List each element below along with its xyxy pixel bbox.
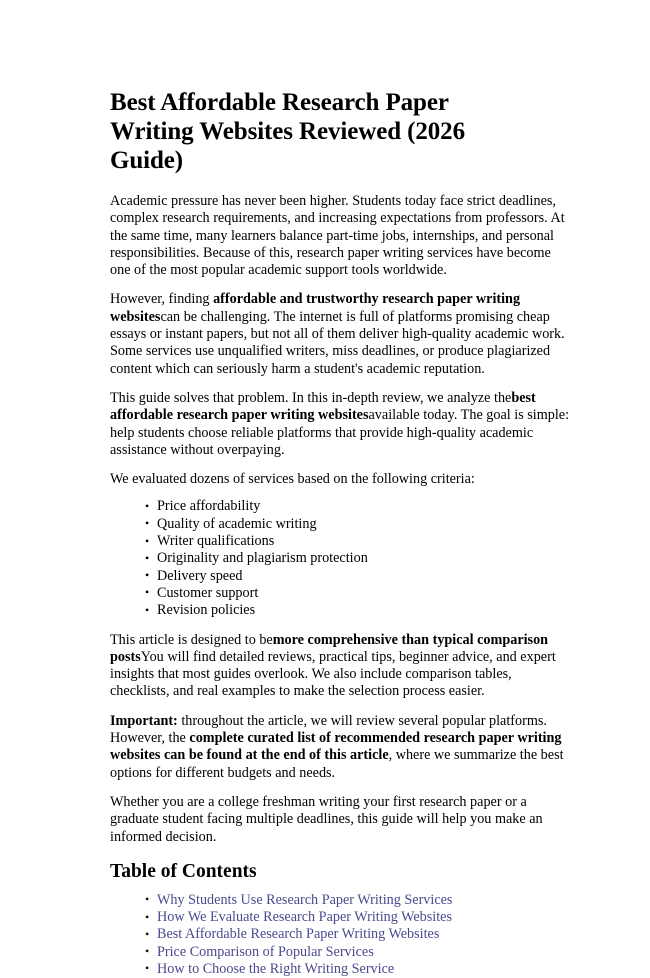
list-item[interactable] xyxy=(147,926,570,943)
list-item: • Revision policies xyxy=(147,602,570,619)
paragraph-guide-rest: available today. The goal is simple: help students choose reliable platforms that provide high-quality academic assistance without overpaying. xyxy=(110,407,570,458)
list-item: • Customer support xyxy=(147,585,570,602)
paragraph-guide-lead: This guide solves that problem. In this in-depth review, we analyze the xyxy=(110,389,512,406)
table-of-contents-list xyxy=(110,892,570,978)
paragraph-comprehensive-emphasis: more comprehensive than typical comparison posts xyxy=(110,631,549,665)
paragraph-challenge-emphasis: affordable and trustworthy research paper writing websites xyxy=(110,291,521,325)
list-item: • Writer qualifications xyxy=(147,533,570,550)
list-item: • Quality of academic writing xyxy=(147,516,570,533)
paragraph-challenge-rest: can be challenging. The internet is full of platforms promising cheap essays or instant papers, but not all of them deliver high-quality academic work. Some services use unqualified writers, miss deadlines, or produce plagiarized content which can seriously harm a student's academic reputation. xyxy=(110,308,565,377)
intro-paragraph: Academic pressure has never been higher. Students today face strict deadlines, complex research requirements, and increasing expectations from professors. At the same time, many learners balance part-time jobs, internships, and personal responsibilities. Because of this, research paper writing services have become one of the most popular academic support tools worldwide. xyxy=(110,193,565,279)
paragraph-comprehensive xyxy=(110,632,572,701)
paragraph-challenge-lead: However, finding xyxy=(110,291,214,308)
list-item: • Delivery speed xyxy=(147,568,570,585)
paragraph-guide-emphasis: best affordable research paper writing websites xyxy=(110,389,536,424)
paragraph-closing: Whether you are a college freshman writing your first research paper or a graduate student facing multiple deadlines, this guide will help you make an informed decision. xyxy=(110,793,543,845)
list-item[interactable] xyxy=(147,909,570,926)
paragraph-comprehensive-rest: You will find detailed reviews, practical tips, beginner advice, and expert insights that most guides overlook. We also include comparison tables, checklists, and real examples to make the selection process easier. xyxy=(110,648,556,700)
table-of-contents-heading: Table of Contents xyxy=(110,860,257,882)
paragraph-important xyxy=(110,713,572,782)
toc-link[interactable]: How We Evaluate Research Paper Writing Websites xyxy=(157,909,452,926)
paragraph-challenge xyxy=(110,291,572,377)
list-item: • Originality and plagiarism protection xyxy=(147,550,570,567)
toc-link[interactable]: Price Comparison of Popular Services xyxy=(157,943,374,960)
page-title: Best Affordable Research Paper Writing Websites Reviewed (2026 Guide) xyxy=(110,89,465,174)
toc-link[interactable]: Best Affordable Research Paper Writing Websites xyxy=(157,926,440,943)
criteria-list xyxy=(110,498,570,619)
paragraph-guide-purpose xyxy=(110,390,572,459)
paragraph-important-emphasis: complete curated list of recommended research paper writing websites can be found at the end of this article xyxy=(110,730,562,764)
toc-link[interactable]: Why Students Use Research Paper Writing Services xyxy=(157,891,453,908)
toc-link[interactable]: How to Choose the Right Writing Service xyxy=(157,960,395,977)
list-item[interactable] xyxy=(147,892,570,909)
paragraph-comprehensive-lead: This article is designed to be xyxy=(110,631,273,648)
list-item: • Price affordability xyxy=(147,498,570,515)
list-item[interactable] xyxy=(147,961,570,978)
list-item[interactable] xyxy=(147,944,570,961)
paragraph-important-rest: , where we summarize the best options for different budgets and needs. xyxy=(110,747,564,781)
criteria-intro: We evaluated dozens of services based on the following criteria: xyxy=(110,471,475,488)
important-label: Important: xyxy=(110,712,178,729)
paragraph-important-lead: throughout the article, we will review several popular platforms. However, the xyxy=(110,712,547,747)
